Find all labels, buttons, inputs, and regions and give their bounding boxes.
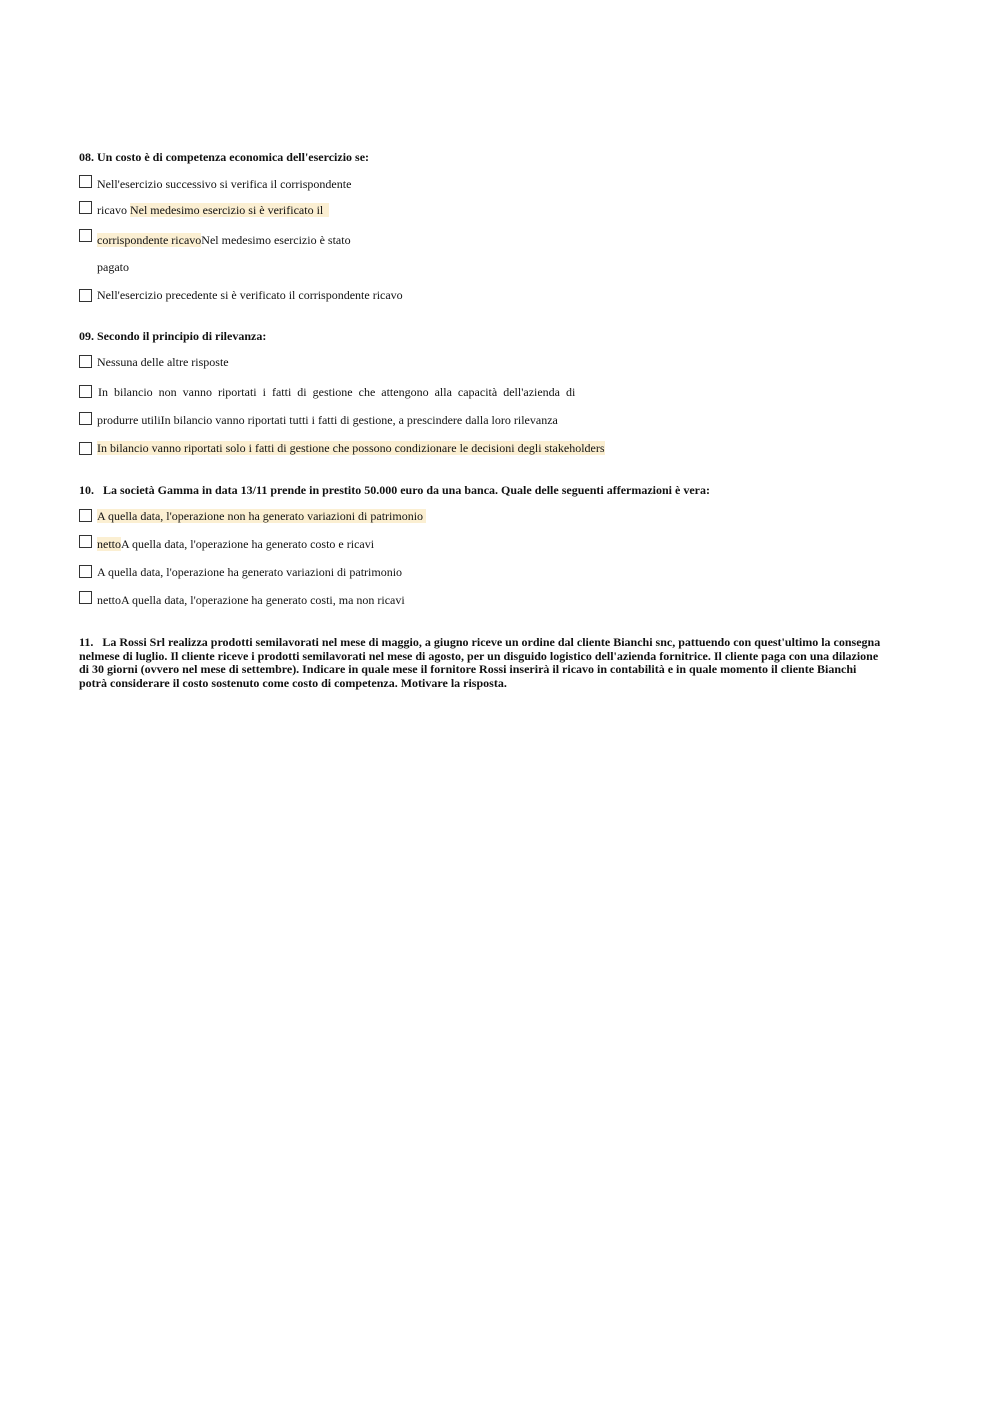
answer-text: In bilancio non vanno riportati i fatti di gestione che attengono alla capacità dell'azienda di [98,385,576,399]
answer-text: Nell'esercizio successivo si verifica il corrispondente [97,177,352,191]
checkbox-q09-1[interactable] [79,355,92,368]
highlighted-answer-text: A quella data, l'operazione non ha generato variazioni di patrimonio [97,509,426,523]
checkbox-q09-3[interactable] [79,412,92,425]
highlighted-answer-text: corrispondente ricavo [97,233,202,247]
question-11-text: 11. La Rossi Srl realizza prodotti semilavorati nel mese di maggio, a giugno riceve un ordine dal cliente Bianchi snc, pattuendo con quest'ultimo la consegna nelmese di luglio. Il cliente riceve i prodotti semilavorati nel mese di agosto, per un disguido logistico dell'azienda fornitrice. Il cliente paga con una dilazione di 30 giorni (ovvero nel mese di settembre). Indicare in quale mese il fornitore Rossi inserirà il ricavo in contabilità e in quale momento il cliente Bianchi potrà considerare il costo sostenuto come costo di competenza. Motivare la risposta. [79,635,884,690]
answer-text: nettoA quella data, l'operazione ha generato costi, ma non ricavi [97,593,405,607]
answer-text: Nel medesimo esercizio è stato [201,233,351,247]
answer-text: Nell'esercizio precedente si è verificato il corrispondente ricavo [97,288,403,302]
answer-text: Nessuna delle altre risposte [97,355,229,369]
answer-text: A quella data, l'operazione ha generato variazioni di patrimonio [97,565,403,579]
answer-text: ricavo [97,203,127,217]
answer-text-line [97,441,605,456]
checkbox-q09-4[interactable] [79,442,92,455]
answer-text: A quella data, l'operazione ha generato costo e ricavi [121,537,375,551]
highlighted-answer-text: netto [97,537,121,551]
checkbox-q09-2[interactable] [79,385,92,398]
answer-text-line [97,509,426,524]
answer-text-line [97,203,329,218]
checkbox-q10-4[interactable] [79,591,92,604]
question-10-title: 10. La società Gamma in data 13/11 prende in prestito 50.000 euro da una banca. Quale delle seguenti affermazioni è vera: [79,483,710,497]
checkbox-q08-3[interactable] [79,229,92,242]
question-08-title: 08. Un costo è di competenza economica dell'esercizio se: [79,150,370,164]
checkbox-q08-1[interactable] [79,175,92,188]
highlighted-answer-text: Nel medesimo esercizio si è verificato il [130,203,329,217]
checkbox-q08-4[interactable] [79,289,92,302]
checkbox-q08-2[interactable] [79,201,92,214]
question-09-title: 09. Secondo il principio di rilevanza: [79,329,267,343]
checkbox-q10-1[interactable] [79,509,92,522]
answer-text-line [97,537,374,552]
checkbox-q10-3[interactable] [79,565,92,578]
checkbox-q10-2[interactable] [79,535,92,548]
answer-text-line [97,233,351,248]
answer-text: produrre utiliIn bilancio vanno riportati tutti i fatti di gestione, a prescindere dalla loro rilevanza [97,413,558,427]
highlighted-answer-text: In bilancio vanno riportati solo i fatti di gestione che possono condizionare le decisioni degli stakeholders [97,441,605,455]
answer-text: pagato [97,260,129,274]
